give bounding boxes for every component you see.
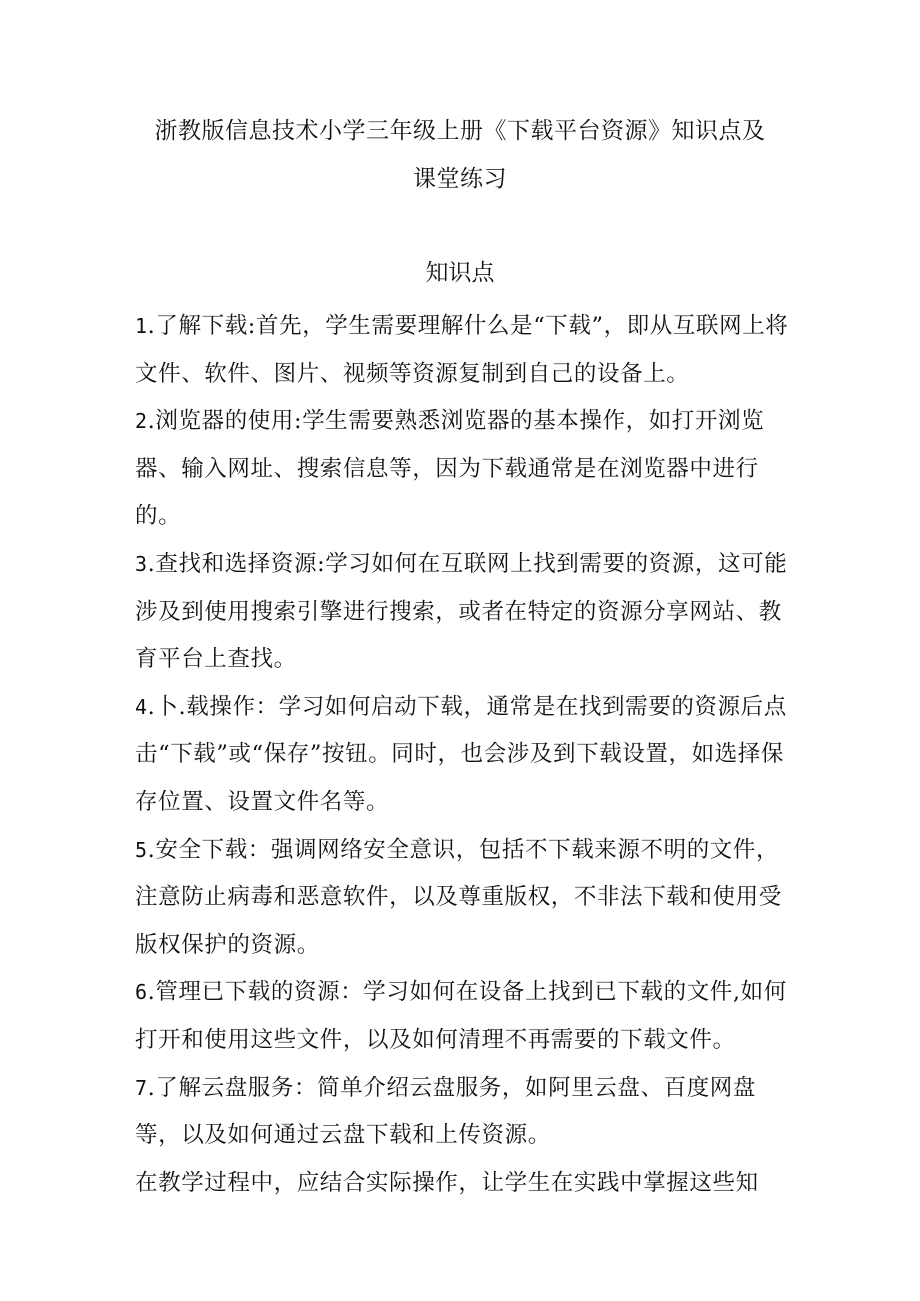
item-number: 1 bbox=[135, 314, 148, 338]
list-item bbox=[135, 827, 795, 970]
item-number: 3 bbox=[135, 551, 148, 576]
item-text: .卜.载操作：学习如何启动下载，通常是在找到需要的资源后点击“下载”或“保存”按钮。同时，也会涉及到下载设置，如选择保存位置、设置文件名等。 bbox=[135, 693, 787, 815]
item-text: .安全下载：强调网络安全意识，包括不下载来源不明的文件，注意防止病毒和恶意软件，以及尊重版权，不非法下载和使用受版权保护的资源。 bbox=[135, 836, 782, 958]
item-number: 2 bbox=[135, 409, 148, 434]
document-body bbox=[135, 303, 795, 1207]
list-item bbox=[135, 969, 795, 1064]
item-text: .浏览器的使用:学生需要熟悉浏览器的基本操作，如打开浏览器、输入网址、搜索信息等，因为下载通常是在浏览器中进行的。 bbox=[135, 408, 765, 530]
document-title-line-2: 课堂练习 bbox=[413, 166, 507, 192]
list-item bbox=[135, 684, 795, 827]
item-number: 7 bbox=[135, 1075, 148, 1100]
list-item bbox=[135, 541, 795, 684]
list-item bbox=[135, 398, 795, 541]
closing-paragraph: 在教学过程中，应结合实际操作，让学生在实践中掌握这些知 bbox=[135, 1169, 759, 1196]
item-number: 4 bbox=[135, 694, 148, 719]
list-item bbox=[135, 303, 795, 398]
document-title-line-1: 浙教版信息技术小学三年级上册《下载平台资源》知识点及 bbox=[154, 118, 766, 144]
list-item bbox=[135, 1065, 795, 1160]
item-text: .管理已下载的资源：学习如何在设备上找到已下载的文件,如何打开和使用这些文件，以及如何清理不再需要的下载文件。 bbox=[135, 979, 787, 1053]
item-number: 6 bbox=[135, 980, 148, 1005]
section-heading: 知识点 bbox=[425, 260, 495, 286]
item-text: .了解云盘服务：简单介绍云盘服务，如阿里云盘、百度网盘等，以及如何通过云盘下载和上传资源。 bbox=[135, 1074, 757, 1149]
item-text: .查找和选择资源:学习如何在互联网上找到需要的资源，这可能涉及到使用搜索引擎进行搜索，或者在特定的资源分享网站、教育平台上查找。 bbox=[135, 550, 788, 673]
item-text: .了解下载:首先，学生需要理解什么是“下载”，即从互联网上将文件、软件、图片、视频等资源复制到自己的设备上。 bbox=[135, 313, 789, 387]
item-number: 5 bbox=[135, 837, 148, 862]
